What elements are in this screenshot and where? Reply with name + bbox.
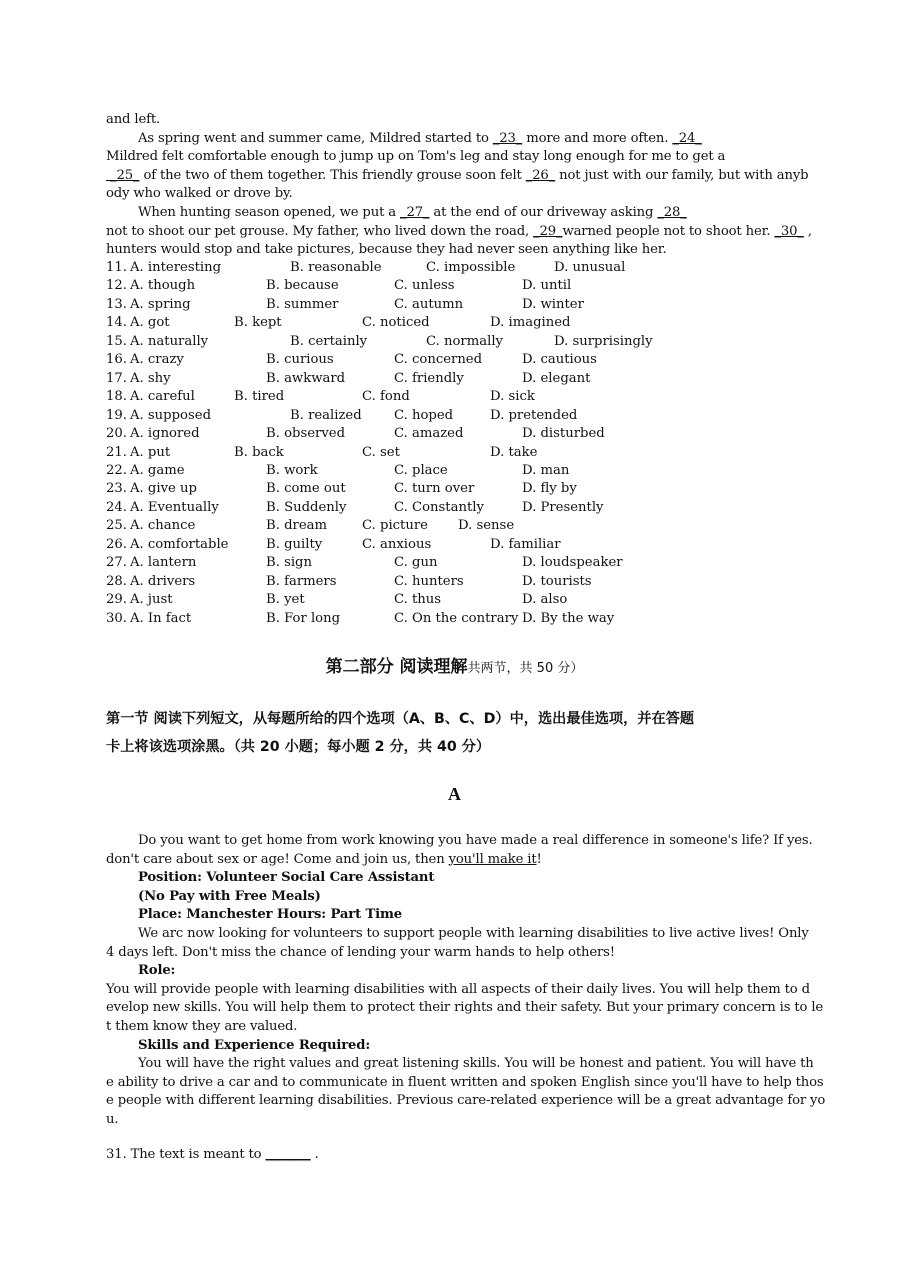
question-31-text: 31. The text is meant to	[106, 1147, 266, 1162]
ad-line	[106, 981, 810, 999]
passage-line	[106, 241, 667, 259]
option-a: A. chance	[130, 518, 196, 534]
question-row	[106, 259, 127, 277]
section1-instruction-line2: 卡上将该选项涂黑。（共 20 小题；每小题 2 分，共 40 分）	[106, 739, 491, 755]
text-run: warned people not to shoot her.	[562, 223, 775, 239]
option-a: A. crazy	[130, 352, 184, 368]
ad-line	[138, 888, 321, 906]
ad-line	[138, 832, 813, 850]
passage-line	[106, 111, 160, 129]
text-run: You will provide people with learning disabilities with all aspects of their daily lives. You will help them to d	[106, 981, 810, 997]
option-a: A. game	[130, 462, 185, 478]
option-b: B. curious	[266, 352, 334, 368]
text-run: of the two of them together. This friendly grouse soon felt	[139, 167, 526, 183]
option-d: D. also	[522, 592, 568, 608]
question-row	[106, 388, 127, 406]
question-31-blank: _______	[265, 1147, 311, 1162]
question-row	[106, 480, 127, 498]
option-c: C. unless	[394, 278, 455, 294]
question-number: 18.	[106, 389, 127, 405]
question-number: 11.	[106, 260, 127, 275]
option-d: D. tourists	[522, 573, 592, 589]
ad-line	[106, 1018, 297, 1036]
option-b: B. come out	[266, 481, 346, 497]
question-row	[106, 517, 127, 535]
option-d: D. take	[490, 444, 538, 460]
question-31-end: .	[310, 1147, 319, 1162]
passage-line	[138, 130, 702, 148]
text-run: Place: Manchester Hours: Part Time	[138, 907, 403, 923]
option-c: C. concerned	[394, 352, 483, 368]
option-d: D. pretended	[490, 407, 578, 423]
question-row	[106, 554, 127, 572]
blank-marker: _28_	[657, 205, 687, 220]
text-run: When hunting season opened, we put a	[138, 205, 401, 220]
text-run: don't care about sex or age! Come and join us, then	[106, 851, 449, 867]
text-run: e ability to drive a car and to communicate in fluent written and spoken English since you'll have to help thos	[106, 1074, 824, 1090]
option-a: A. Eventually	[130, 499, 219, 515]
option-b: B. summer	[266, 296, 339, 312]
option-d: D. surprisingly	[554, 333, 653, 349]
text-run: You will have the right values and great listening skills. You will be honest and patient. You will have th	[138, 1056, 814, 1072]
ad-line	[106, 1111, 118, 1129]
option-c: C. hoped	[394, 407, 454, 423]
text-run: Position: Volunteer Social Care Assistant	[138, 870, 435, 886]
option-c: C. hunters	[394, 573, 464, 589]
blank-marker: _29_	[533, 223, 563, 239]
option-d: D. disturbed	[522, 426, 605, 442]
option-b: B. awkward	[266, 370, 346, 386]
option-c: C. Constantly	[394, 499, 484, 515]
part2-title: 第二部分 阅读理解	[325, 657, 468, 677]
option-c: C. set	[362, 444, 400, 460]
option-c: C. gun	[394, 555, 438, 571]
question-row	[106, 296, 127, 314]
question-number: 27.	[106, 555, 127, 571]
text-run: As spring went and summer came, Mildred started to	[138, 130, 493, 146]
option-a: A. got	[130, 315, 170, 331]
ad-line	[138, 925, 809, 943]
question-number: 15.	[106, 333, 127, 349]
question-row	[106, 407, 127, 425]
option-c: C. amazed	[394, 426, 464, 442]
option-b: B. observed	[266, 426, 346, 442]
text-run: evelop new skills. You will help them to protect their rights and their safety. But your primary concern is to le	[106, 1000, 824, 1016]
blank-marker: _24_	[672, 130, 702, 146]
option-a: A. just	[130, 592, 173, 608]
question-row	[106, 314, 127, 332]
option-b: B. reasonable	[290, 260, 382, 275]
option-c: C. impossible	[426, 260, 516, 275]
question-number: 19.	[106, 407, 127, 423]
option-b: B. dream	[266, 518, 327, 534]
ad-line	[138, 1037, 370, 1055]
option-a: A. comfortable	[130, 536, 229, 552]
option-b: B. tired	[234, 389, 285, 405]
question-number: 28.	[106, 573, 127, 589]
question-row	[106, 351, 127, 369]
question-row	[106, 425, 127, 443]
ad-line	[138, 1055, 814, 1073]
question-number: 23.	[106, 481, 127, 497]
option-c: C. fond	[362, 389, 410, 405]
text-run: ,	[803, 223, 812, 239]
text-run: (No Pay with Free Meals)	[138, 888, 321, 904]
ad-line	[106, 1074, 824, 1092]
option-d: D. until	[522, 278, 572, 294]
blank-marker: _25_	[106, 167, 140, 183]
ad-line	[106, 999, 823, 1017]
text-run: t them know they are valued.	[106, 1019, 298, 1034]
text-run: Mildred felt comfortable enough to jump up on Tom's leg and stay long enough for me to get a	[106, 149, 726, 165]
option-c: C. turn over	[394, 481, 475, 497]
blank-marker: you'll make it	[448, 851, 537, 867]
question-number: 20.	[106, 426, 127, 442]
option-b: B. because	[266, 278, 339, 294]
option-a: A. interesting	[130, 260, 222, 275]
question-number: 26.	[106, 536, 127, 552]
option-a: A. drivers	[130, 573, 196, 589]
option-d: D. familiar	[490, 536, 561, 552]
option-c: C. normally	[426, 333, 503, 349]
option-b: B. yet	[266, 592, 305, 608]
option-c: C. place	[394, 462, 448, 478]
option-a: A. lantern	[130, 555, 197, 571]
option-d: D. sense	[458, 518, 515, 534]
option-a: A. ignored	[130, 426, 200, 442]
part2-note: 共两节，共 50 分）	[467, 661, 584, 676]
text-run: and left.	[106, 112, 161, 127]
question-number: 16.	[106, 352, 127, 368]
option-a: A. careful	[130, 389, 195, 405]
question-number: 13.	[106, 296, 127, 312]
option-d: D. winter	[522, 296, 584, 312]
text-run: Do you want to get home from work knowing you have made a real difference in someone's life? If yes.	[138, 833, 813, 848]
text-run: Skills and Experience Required:	[138, 1037, 371, 1053]
text-run: We arc now looking for volunteers to support people with learning disabilities to live active lives! Only	[138, 926, 809, 941]
question-row	[106, 610, 127, 628]
option-c: C. thus	[394, 592, 442, 608]
question-number: 30.	[106, 610, 127, 626]
option-b: B. guilty	[266, 536, 323, 552]
option-c: C. On the contrary	[394, 610, 519, 626]
option-d: D. cautious	[522, 352, 597, 368]
ad-line	[138, 906, 402, 924]
question-row	[106, 591, 127, 609]
question-number: 21.	[106, 444, 127, 460]
ad-line	[106, 1092, 825, 1110]
passage-line	[106, 167, 808, 185]
passage-line	[106, 223, 812, 241]
question-number: 12.	[106, 278, 127, 294]
blank-marker: _27_	[400, 205, 430, 220]
blank-marker: _30_	[774, 223, 804, 239]
option-d: D. fly by	[522, 481, 577, 497]
option-a: A. naturally	[130, 333, 209, 349]
option-d: D. imagined	[490, 315, 571, 331]
text-run: hunters would stop and take pictures, because they had never seen anything like her.	[106, 242, 667, 258]
option-c: C. friendly	[394, 370, 464, 386]
option-d: D. sick	[490, 389, 535, 405]
ad-line	[138, 869, 434, 887]
text-run: not to shoot our pet grouse. My father, who lived down the road,	[106, 223, 534, 239]
option-b: B. sign	[266, 555, 312, 571]
option-a: A. In fact	[130, 610, 192, 626]
option-d: D. elegant	[522, 370, 591, 386]
option-d: D. Presently	[522, 499, 604, 515]
option-b: B. certainly	[290, 333, 368, 349]
ad-line	[106, 851, 542, 869]
option-b: B. work	[266, 462, 318, 478]
option-a: A. shy	[130, 370, 171, 386]
ad-line	[106, 944, 615, 962]
passage-line	[138, 204, 687, 222]
passage-line	[106, 148, 725, 166]
text-run: 4 days left. Don't miss the chance of lending your warm hands to help others!	[106, 944, 615, 960]
passage-letter: A	[448, 784, 461, 804]
question-row	[106, 370, 127, 388]
question-row	[106, 277, 127, 295]
question-row	[106, 573, 127, 591]
question-number: 24.	[106, 499, 127, 515]
text-run: ody who walked or drove by.	[106, 186, 293, 202]
question-row	[106, 536, 127, 554]
question-row	[106, 462, 127, 480]
option-c: C. anxious	[362, 536, 432, 552]
question-number: 25.	[106, 518, 127, 534]
option-c: C. autumn	[394, 296, 464, 312]
option-c: C. noticed	[362, 315, 430, 331]
question-number: 14.	[106, 315, 127, 331]
option-a: A. though	[130, 278, 196, 294]
question-number: 29.	[106, 592, 127, 608]
option-a: A. put	[130, 444, 171, 460]
passage-line	[106, 185, 293, 203]
blank-marker: _26_	[525, 167, 556, 183]
option-d: D. unusual	[554, 260, 626, 275]
ad-line	[138, 962, 175, 980]
option-b: B. Suddenly	[266, 499, 347, 515]
option-b: B. farmers	[266, 573, 337, 589]
text-run: u.	[106, 1112, 119, 1127]
question-31	[106, 1146, 319, 1164]
question-number: 17.	[106, 370, 127, 386]
blank-marker: _23_	[492, 130, 523, 146]
text-run: Role:	[138, 963, 176, 979]
option-a: A. spring	[130, 296, 191, 312]
option-a: A. give up	[130, 481, 197, 497]
question-row	[106, 444, 127, 462]
option-b: B. back	[234, 444, 284, 460]
option-b: B. kept	[234, 315, 282, 331]
text-run: more and more often.	[522, 130, 673, 146]
question-row	[106, 499, 127, 517]
question-row	[106, 333, 127, 351]
text-run: at the end of our driveway asking	[429, 205, 658, 220]
text-run: e people with different learning disabilities. Previous care-related experience will be a great advantage for yo	[106, 1093, 826, 1109]
text-run: !	[536, 851, 542, 867]
option-d: D. By the way	[522, 610, 615, 626]
question-number: 22.	[106, 462, 127, 478]
part2-heading	[0, 652, 909, 677]
option-d: D. man	[522, 462, 570, 478]
option-d: D. loudspeaker	[522, 555, 623, 571]
text-run: not just with our family, but with anyb	[555, 167, 809, 183]
option-b: B. realized	[290, 407, 362, 423]
option-c: C. picture	[362, 518, 428, 534]
option-a: A. supposed	[130, 407, 212, 423]
section1-instruction-line1: 第一节 阅读下列短文，从每题所给的四个选项（A、B、C、D）中，选出最佳选项，并在答题	[106, 711, 695, 727]
option-b: B. For long	[266, 610, 341, 626]
